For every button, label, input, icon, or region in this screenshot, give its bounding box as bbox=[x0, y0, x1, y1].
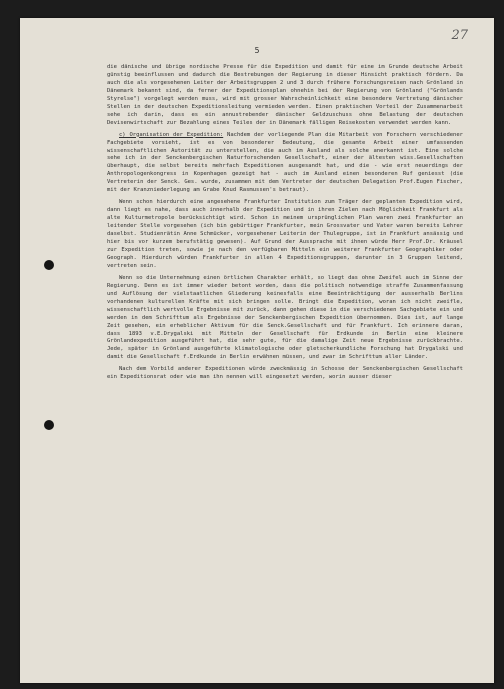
punch-hole-top bbox=[44, 260, 54, 270]
punch-hole-bottom bbox=[44, 420, 54, 430]
folio-number: 27 bbox=[451, 28, 468, 43]
paragraph bbox=[107, 64, 463, 128]
paragraph-text: Wenn so die Unternehmung einen örtlichen Charakter erhält, so liegt das ohne Zweifel auch im Sinne der Regierung. Denn es ist immer wieder betont worden, dass die politisch notwendige straffe Zusammenfassung und Auflösung der vielstaatlichen Gliederung keinesfalls eine Beeinträchtigung der ausserhalb Berlins vorhandenen kulturellen Kräfte mit sich bringen solle. Bringt die Expedition, woran ich nicht zweifle, wissenschaftlich wertvolle Ergebnisse mit zurück, dann gehen diese in die verschiedenen Sachgebiete ein und werden in dem Schrifttum als Ergebnisse der Senckenbergischen Expedition übernommen. Dies ist, auf lange Zeit gesehen, ein erheblicher Aktivum für die Senck.Gesellschaft und für Frankfurt. Ich erinnere daran, dass 1893 v.E.Drygalski mit Mitteln der Gesellschaft für Erdkunde in Berlin eine kleinere Grönlandexpedition ausgeführt hat, die sehr gute, für die damalige Zeit neue Ergebnisse zurückbrachte. Jede, später in Grönland ausgeführte klimatologische oder gletscherkundliche Forschung hat Drygalski und damit die Gesellschaft f.Erdkunde in Berlin erwähnen müssen, und zwar im Schrifttum aller Länder. bbox=[107, 274, 463, 361]
paragraph-text: Nachdem der vorliegende Plan die Mitarbeit von Forschern verschiedener Fachgebiete vorsieht, ist es von besonderer Bedeutung, die gesamte Arbeit einer umfassenden wissenschaftlichen Autorität zu unterstellen, die auch im Ausland als solche anerkannt ist. Eine solche sehe ich in der Senckenbergischen Naturforschenden Gesellschaft, einer der ältesten wiss.Gesellschaften überhaupt, die selbst bereits mehrfach Expeditionen ausgesandt hat, und die - wie erst neuerdings der Anthropologenkongress in Kopenhagen gezeigt hat - auch im Ausland einen besonderen Ruf geniesst (die Vertreterin der Senck. Ges. wurde, zusammen mit dem Vertreter der deutschen Delegation Prof.Eugen Fischer, mit der Kranzniederlegung am Grabe Knud Rasmussen's betraut). bbox=[107, 131, 463, 194]
paragraph-text: Nach dem Vorbild anderer Expeditionen würde zweckmässig in Schosse der Senckenbergischen Gesellschaft ein Expeditionsrat oder wie man ihn nennen will eingesetzt werden, worin ausser dieser bbox=[107, 366, 463, 381]
paragraph-text: Wenn schon hierdurch eine angesehene Frankfurter Institution zum Träger der geplanten Expedition wird, dann liegt es nahe, dass auch innerhalb der Expedition und in ihren Zielen nach Möglichkeit Frankfurt als alte Kulturmetropole berücksichtigt wird. Schon in meinem ursprünglichen Plan waren zwei Frankfurter an leitender Stelle vorgesehen (ich bin gebürtiger Frankfurter, mein Grossvater und Vater waren bereits Lehrer daselbst. Studienrätin Anne Schmücker, vorgesehener Leiterin der Thulegruppe, ist in Frankfurt ansässig und hier bis vor kurzem berufstätig gewesen). Auf Grund der Aussprache mit ihnen würde Herr Prof.Dr. Kräusel zur Expedition treten, sowie je nach den verfügbaren Mitteln ein weiterer Frankfurter Geographiker oder Geograph. Hierdurch würden Frankfurter in allen 4 Expeditionsgruppen, darunter in 3 Gruppen leitend, vertreten sein. bbox=[107, 199, 463, 269]
paragraph-text: die dänische und übrige nordische Presse für die Expedition und damit für eine im Grunde deutsche Arbeit günstig beeinflussen und dadurch die Bestrebungen der Regierung in dieser Hinsicht praktisch fördern. Da auch die als vorgesehenen Leiter der Arbeitsgruppen 2 und 3 durch frühere Forschungsreisen nach Grönland in Dänemark bekannt sind, da ferner der Expeditionsplan ohnehin bei der Regierung von Grönland ("Grönlands Styrelse") vorgelegt werden muss, wird mit grosser Wahrscheinlichkeit eine besondere Vertretung dänischer Stellen in der deutschen Expeditionsleitung vermieden werden. Einen praktischen Vorteil der Zusammenarbeit sehe ich darin, dass es ein annustrebender dänischer Geldzuschuss ohne Belastung der deutschen Devisenwirtschaft zur Bezahlung eines Teiles der in Dänemark fälligen Reisekosten verwendet werden kann. bbox=[107, 64, 463, 126]
paragraph bbox=[107, 275, 463, 362]
paragraph bbox=[107, 199, 463, 271]
paragraph bbox=[107, 366, 463, 382]
section-heading: c) Organisation der Expedition: bbox=[119, 131, 224, 138]
paragraph bbox=[107, 132, 463, 196]
page-number: 5 bbox=[254, 46, 260, 55]
document-page bbox=[20, 18, 494, 683]
typed-body bbox=[107, 64, 463, 386]
